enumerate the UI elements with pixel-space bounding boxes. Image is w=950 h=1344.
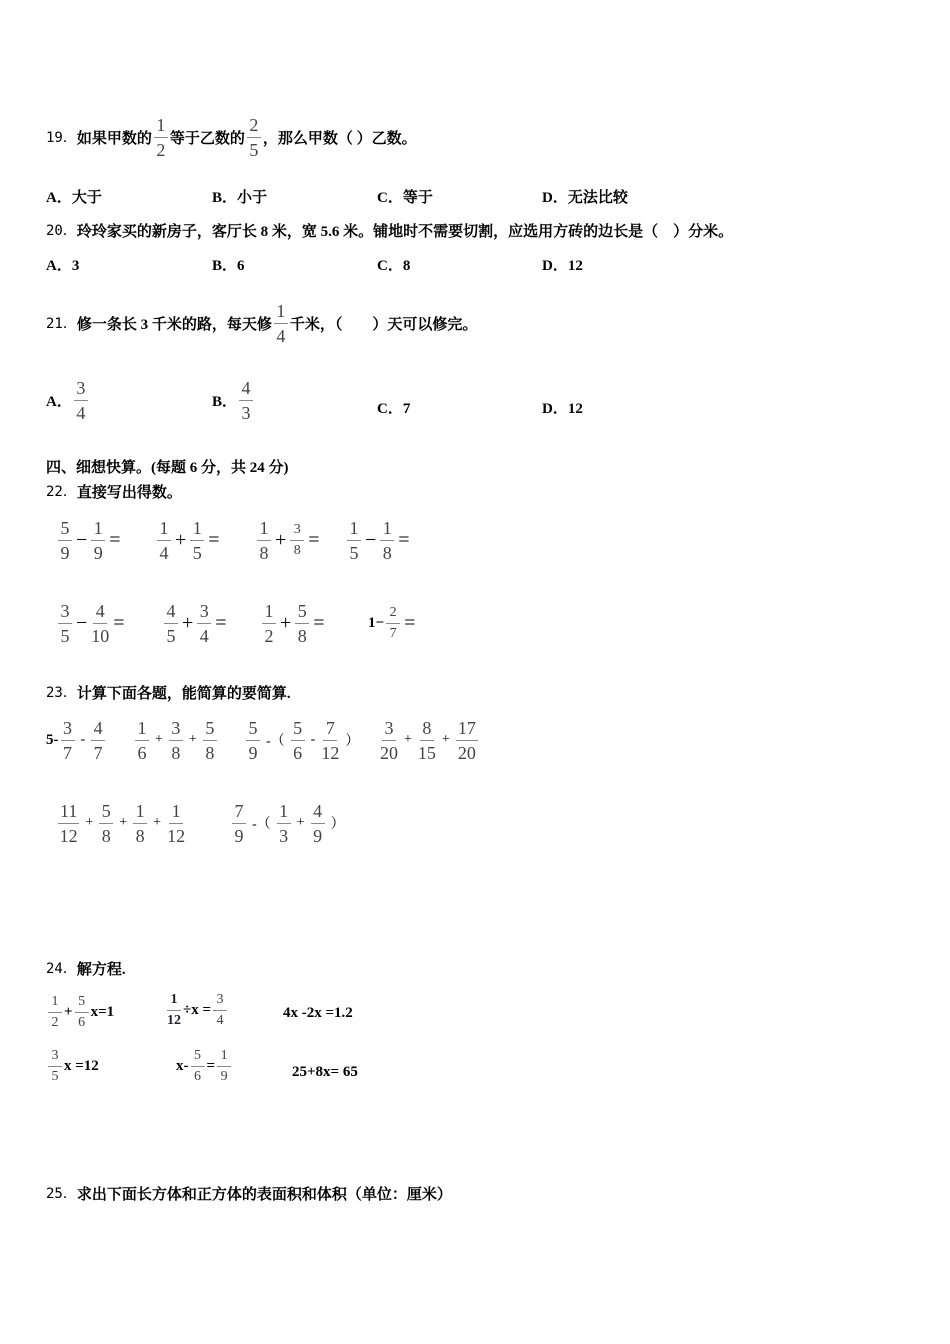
operator: = bbox=[313, 611, 325, 634]
operator: + bbox=[404, 732, 412, 747]
fraction bbox=[239, 378, 253, 423]
fraction bbox=[133, 801, 147, 846]
q22-expr bbox=[368, 593, 417, 653]
question-number: 22． bbox=[46, 484, 77, 500]
numerator: 4 bbox=[164, 601, 178, 624]
denominator: 4 bbox=[199, 625, 209, 646]
operator: + bbox=[182, 611, 194, 634]
text: A．3 bbox=[46, 257, 80, 274]
denominator: 9 bbox=[313, 825, 323, 846]
text: 如果甲数的 bbox=[76, 130, 152, 147]
numerator: 3 bbox=[213, 992, 227, 1011]
denominator: 20 bbox=[380, 742, 398, 763]
operator: + bbox=[280, 611, 292, 634]
operator: -（ bbox=[252, 817, 271, 832]
numerator: 2 bbox=[386, 605, 400, 624]
numerator: 1 bbox=[262, 601, 276, 624]
denominator: 3 bbox=[279, 825, 289, 846]
denominator: 3 bbox=[241, 402, 251, 423]
text: x =12 bbox=[64, 1057, 99, 1074]
q22-expr bbox=[345, 510, 412, 570]
denominator: 9 bbox=[60, 542, 70, 563]
text: B．小于 bbox=[212, 189, 268, 206]
operator: + bbox=[175, 528, 187, 551]
fraction bbox=[418, 718, 436, 763]
operator: − bbox=[365, 528, 377, 551]
operator: + bbox=[85, 815, 94, 830]
numerator: 3 bbox=[290, 522, 304, 541]
operator: + bbox=[119, 815, 128, 830]
fraction bbox=[91, 718, 105, 763]
denominator: 8 bbox=[259, 542, 269, 563]
fraction bbox=[58, 601, 72, 646]
fraction bbox=[135, 718, 149, 763]
text: 四、细想快算。(每题 6 分，共 24 分) bbox=[46, 459, 289, 476]
denominator: 8 bbox=[382, 542, 392, 563]
denominator: 4 bbox=[276, 325, 286, 346]
text: C．8 bbox=[377, 257, 411, 274]
fraction bbox=[157, 518, 171, 563]
denominator: 8 bbox=[293, 542, 301, 558]
numerator: 4 bbox=[93, 601, 107, 624]
q22-expr bbox=[162, 593, 229, 653]
fraction bbox=[48, 1048, 62, 1085]
fraction bbox=[257, 518, 271, 563]
operator: + bbox=[188, 732, 197, 747]
q20-option-b bbox=[212, 234, 245, 294]
fraction bbox=[262, 601, 276, 646]
denominator: 8 bbox=[135, 825, 145, 846]
text: 直接写出得数。 bbox=[76, 484, 182, 501]
fraction bbox=[386, 605, 400, 642]
numerator: 1 bbox=[91, 518, 105, 541]
denominator: 8 bbox=[205, 742, 215, 763]
denominator: 2 bbox=[156, 139, 166, 160]
denominator: 15 bbox=[417, 742, 436, 763]
fraction bbox=[190, 518, 204, 563]
text: 4x -2x =1.2 bbox=[283, 1004, 353, 1021]
text: ÷x = bbox=[183, 1001, 212, 1018]
text: 千米，（ ）天可以修完。 bbox=[289, 316, 478, 333]
denominator: 12 bbox=[321, 742, 340, 763]
fraction bbox=[58, 518, 72, 563]
numerator: 5 bbox=[75, 994, 89, 1013]
fraction bbox=[169, 718, 183, 763]
operator: − bbox=[76, 528, 88, 551]
q20-option-d bbox=[542, 234, 583, 294]
fraction bbox=[203, 718, 217, 763]
denominator: 5 bbox=[60, 625, 70, 646]
operator: = bbox=[398, 528, 410, 551]
operator: + bbox=[296, 815, 305, 830]
question-number: 25． bbox=[46, 1186, 77, 1202]
operator: + bbox=[155, 732, 163, 747]
fraction bbox=[232, 801, 246, 846]
numerator: 7 bbox=[232, 801, 246, 824]
numerator: 5 bbox=[191, 1048, 205, 1067]
fraction bbox=[197, 601, 211, 646]
operator: = bbox=[308, 528, 320, 551]
denominator: 2 bbox=[51, 1014, 59, 1030]
fraction bbox=[99, 801, 113, 846]
denominator: 4 bbox=[159, 542, 169, 563]
denominator: 6 bbox=[137, 742, 147, 763]
q22-expr bbox=[56, 510, 123, 570]
denominator: 6 bbox=[293, 742, 303, 763]
text: A． bbox=[46, 393, 72, 410]
text: + bbox=[64, 1003, 73, 1020]
fraction bbox=[290, 522, 304, 559]
text: 1− bbox=[368, 614, 385, 631]
fraction bbox=[167, 801, 185, 846]
denominator: 4 bbox=[216, 1012, 224, 1028]
fraction bbox=[246, 718, 260, 763]
numerator: 3 bbox=[58, 601, 72, 624]
numerator: 3 bbox=[48, 1048, 62, 1067]
denominator: 5 bbox=[249, 139, 259, 160]
question-number: 24． bbox=[46, 961, 77, 977]
fraction bbox=[58, 801, 79, 846]
text: 玲玲家买的新房子，客厅长 8 米，宽 5.6 米。铺地时不需要切割，应选用方砖的边长是（ ）分米。 bbox=[76, 223, 734, 240]
text: ，那么甲数（ ）乙数。 bbox=[262, 130, 417, 147]
text: C．7 bbox=[377, 400, 411, 417]
fraction bbox=[191, 1048, 205, 1085]
fraction bbox=[247, 115, 261, 160]
numerator: 3 bbox=[382, 718, 396, 741]
denominator: 5 bbox=[349, 542, 359, 563]
text: B．6 bbox=[212, 257, 245, 274]
numerator: 4 bbox=[311, 801, 325, 824]
question-21 bbox=[46, 293, 477, 353]
numerator: 5 bbox=[99, 801, 113, 824]
denominator: 4 bbox=[76, 402, 86, 423]
text: D．12 bbox=[542, 400, 583, 417]
fraction bbox=[291, 718, 305, 763]
denominator: 8 bbox=[297, 625, 307, 646]
denominator: 9 bbox=[248, 742, 258, 763]
fraction bbox=[91, 518, 105, 563]
numerator: 3 bbox=[197, 601, 211, 624]
fraction bbox=[321, 718, 339, 763]
numerator: 2 bbox=[247, 115, 261, 138]
operator: = bbox=[208, 528, 220, 551]
fraction bbox=[91, 601, 109, 646]
text: 修一条长 3 千米的路，每天修 bbox=[76, 316, 272, 333]
numerator: 3 bbox=[61, 718, 75, 741]
q24-equation bbox=[46, 1036, 99, 1096]
q24-equation bbox=[165, 980, 229, 1040]
question-19 bbox=[46, 107, 417, 167]
text: C．等于 bbox=[377, 189, 433, 206]
numerator: 1 bbox=[154, 115, 168, 138]
fraction bbox=[213, 992, 227, 1029]
q22-expr bbox=[260, 593, 327, 653]
fraction bbox=[347, 518, 361, 563]
fraction bbox=[456, 718, 478, 763]
operator: + bbox=[275, 528, 287, 551]
q21-option-b bbox=[212, 370, 255, 430]
q24-equation bbox=[292, 1042, 358, 1102]
operator: - bbox=[80, 732, 86, 747]
question-number: 20． bbox=[46, 223, 77, 239]
operator: − bbox=[76, 611, 88, 634]
numerator: 1 bbox=[169, 801, 183, 824]
numerator: 5 bbox=[203, 718, 217, 741]
q21-option-a bbox=[46, 370, 90, 430]
fraction bbox=[61, 718, 75, 763]
numerator: 5 bbox=[58, 518, 72, 541]
fraction bbox=[74, 378, 88, 423]
denominator: 2 bbox=[264, 625, 274, 646]
operator: ） bbox=[345, 734, 360, 749]
numerator: 1 bbox=[133, 801, 147, 824]
q23-expr bbox=[46, 710, 107, 770]
text: B． bbox=[212, 393, 238, 410]
numerator: 5 bbox=[295, 601, 309, 624]
text: = bbox=[206, 1057, 216, 1074]
numerator: 1 bbox=[274, 301, 288, 324]
operator: -（ bbox=[266, 734, 285, 749]
text: 等于乙数的 bbox=[169, 130, 245, 147]
denominator: 6 bbox=[194, 1068, 201, 1084]
q24-equation bbox=[46, 982, 114, 1042]
q21-option-c bbox=[377, 377, 410, 437]
operator: ） bbox=[330, 817, 345, 832]
q23-expr bbox=[230, 793, 349, 853]
denominator: 20 bbox=[457, 742, 476, 763]
denominator: 5 bbox=[192, 542, 202, 563]
fraction bbox=[164, 601, 178, 646]
fraction bbox=[167, 992, 181, 1029]
numerator: 1 bbox=[380, 518, 394, 541]
fraction bbox=[274, 301, 288, 346]
denominator: 12 bbox=[167, 825, 186, 846]
numerator: 3 bbox=[169, 718, 183, 741]
text: x- bbox=[176, 1057, 189, 1074]
denominator: 5 bbox=[51, 1068, 59, 1084]
question-number: 23． bbox=[46, 685, 77, 701]
numerator: 1 bbox=[157, 518, 171, 541]
numerator: 11 bbox=[58, 801, 79, 824]
numerator: 1 bbox=[257, 518, 271, 541]
denominator: 9 bbox=[234, 825, 244, 846]
numerator: 1 bbox=[48, 994, 62, 1013]
denominator: 7 bbox=[93, 742, 103, 763]
q22-expr bbox=[255, 510, 322, 570]
denominator: 8 bbox=[101, 825, 111, 846]
text: x=1 bbox=[90, 1003, 115, 1020]
operator: = bbox=[404, 611, 416, 634]
q20-option-a bbox=[46, 234, 79, 294]
numerator: 4 bbox=[91, 718, 105, 741]
numerator: 1 bbox=[135, 718, 149, 741]
q23-expr bbox=[56, 793, 187, 853]
numerator: 7 bbox=[323, 718, 337, 741]
q20-option-c bbox=[377, 234, 410, 294]
denominator: 8 bbox=[171, 742, 181, 763]
denominator: 10 bbox=[91, 625, 110, 646]
operator: - bbox=[310, 732, 316, 747]
operator: = bbox=[109, 528, 121, 551]
numerator: 1 bbox=[277, 801, 291, 824]
text: 解方程. bbox=[76, 961, 126, 978]
numerator: 1 bbox=[167, 992, 181, 1011]
question-25 bbox=[46, 1163, 452, 1223]
q22-expr bbox=[155, 510, 222, 570]
denominator: 7 bbox=[63, 742, 72, 763]
q21-option-d bbox=[542, 377, 583, 437]
denominator: 9 bbox=[93, 542, 103, 563]
operator: = bbox=[113, 611, 125, 634]
numerator: 1 bbox=[217, 1048, 231, 1067]
fraction bbox=[295, 601, 309, 646]
operator: = bbox=[215, 611, 227, 634]
operator: + bbox=[153, 815, 162, 830]
q22-expr bbox=[56, 593, 127, 653]
numerator: 1 bbox=[347, 518, 361, 541]
q23-expr bbox=[244, 710, 363, 770]
text: D．12 bbox=[542, 257, 583, 274]
fraction bbox=[154, 115, 168, 160]
denominator: 12 bbox=[167, 1012, 181, 1028]
q24-equation bbox=[176, 1036, 233, 1096]
denominator: 7 bbox=[389, 625, 397, 641]
text: 计算下面各题，能简算的要简算. bbox=[76, 685, 291, 702]
denominator: 6 bbox=[78, 1014, 86, 1030]
numerator: 1 bbox=[190, 518, 204, 541]
denominator: 9 bbox=[220, 1068, 228, 1084]
text: 求出下面长方体和正方体的表面积和体积（单位：厘米） bbox=[76, 1186, 452, 1203]
denominator: 5 bbox=[166, 625, 176, 646]
fraction bbox=[217, 1048, 231, 1085]
numerator: 8 bbox=[420, 718, 434, 741]
fraction bbox=[380, 518, 394, 563]
fraction bbox=[75, 994, 89, 1031]
numerator: 17 bbox=[456, 718, 478, 741]
fraction bbox=[277, 801, 291, 846]
fraction bbox=[48, 994, 62, 1031]
denominator: 12 bbox=[59, 825, 78, 846]
text: D．无法比较 bbox=[542, 189, 628, 206]
question-number: 19． bbox=[46, 130, 77, 146]
text: A．大于 bbox=[46, 189, 102, 206]
numerator: 3 bbox=[74, 378, 88, 401]
text: 5- bbox=[46, 731, 59, 748]
numerator: 5 bbox=[246, 718, 260, 741]
q23-expr bbox=[133, 710, 219, 770]
fraction bbox=[311, 801, 325, 846]
operator: + bbox=[441, 732, 450, 747]
text: 25+8x= 65 bbox=[292, 1063, 358, 1080]
question-number: 21． bbox=[46, 316, 77, 332]
fraction bbox=[380, 718, 398, 763]
numerator: 4 bbox=[239, 378, 253, 401]
q24-equation bbox=[283, 983, 353, 1043]
q23-expr bbox=[378, 710, 480, 770]
numerator: 5 bbox=[291, 718, 305, 741]
